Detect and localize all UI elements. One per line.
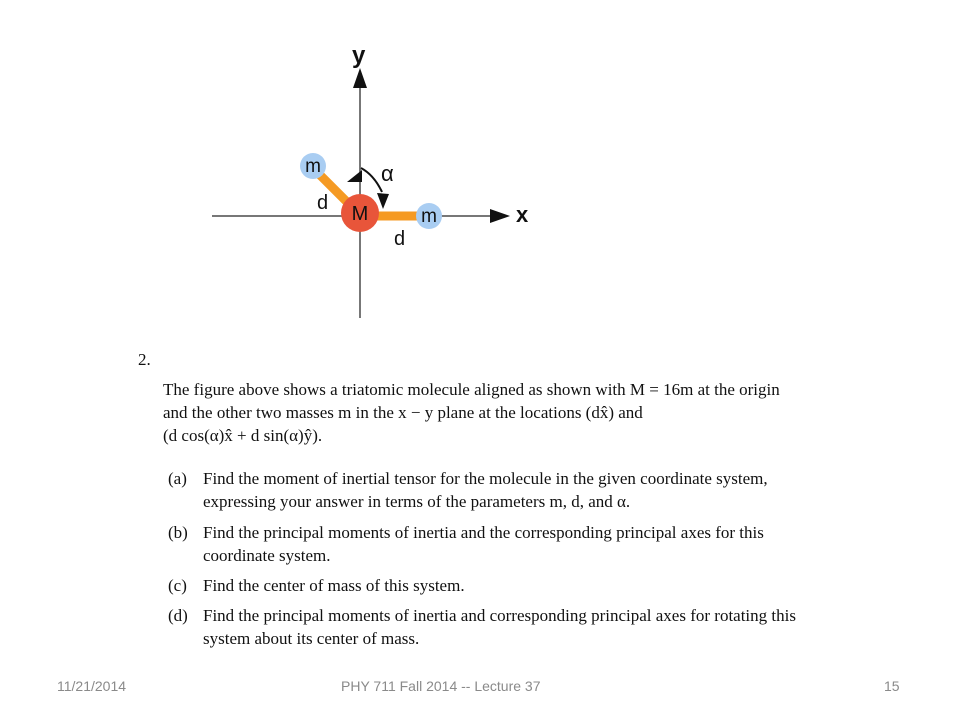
angle-arc	[361, 168, 382, 192]
mass-left-label: m	[305, 156, 321, 177]
part-label: (a)	[168, 469, 187, 488]
part-line: system about its center of mass.	[203, 629, 420, 648]
bond-right-label: d	[394, 228, 406, 250]
angle-label: α	[381, 161, 394, 186]
part-line: coordinate system.	[203, 546, 331, 565]
part-line: Find the center of mass of this system.	[203, 576, 465, 595]
intro-line: and the other two masses m in the x − y plane at the locations (dx̂) and	[163, 403, 643, 422]
footer-date: 11/21/2014	[57, 678, 127, 694]
problem-number: 2.	[138, 350, 151, 369]
footer-course: PHY 711 Fall 2014 -- Lecture 37	[341, 678, 541, 694]
problem-intro	[163, 378, 903, 447]
part-text	[203, 574, 465, 597]
part-label: (c)	[168, 576, 187, 595]
part-line: Find the principal moments of inertia and the corresponding principal axes for this	[203, 523, 764, 542]
part-line: Find the principal moments of inertia and corresponding principal axes for rotating this	[203, 606, 796, 625]
part-line: expressing your answer in terms of the parameters m, d, and α.	[203, 492, 631, 511]
part-text	[203, 467, 768, 513]
molecule-figure	[0, 0, 960, 340]
intro-line: (d cos(α)x̂ + d sin(α)ŷ).	[163, 426, 323, 445]
y-axis-label: y	[352, 42, 366, 69]
angle-arrowhead-left	[347, 170, 362, 182]
x-axis-label: x	[516, 202, 529, 227]
central-mass-label: M	[351, 203, 369, 225]
part-line: Find the moment of inertial tensor for the molecule in the given coordinate system,	[203, 469, 768, 488]
part-text	[203, 521, 764, 567]
part-label: (b)	[168, 523, 188, 542]
mass-right-label: m	[421, 206, 437, 227]
part-label: (d)	[168, 606, 188, 625]
part-text	[203, 604, 796, 650]
intro-line: The figure above shows a triatomic molecule aligned as shown with M = 16m at the origin	[163, 380, 780, 399]
angle-arrowhead-down	[377, 193, 389, 209]
y-axis-arrowhead	[353, 68, 367, 88]
footer-page-number: 15	[884, 678, 900, 694]
bond-left-label: d	[317, 192, 329, 214]
x-axis-arrowhead	[490, 209, 510, 223]
